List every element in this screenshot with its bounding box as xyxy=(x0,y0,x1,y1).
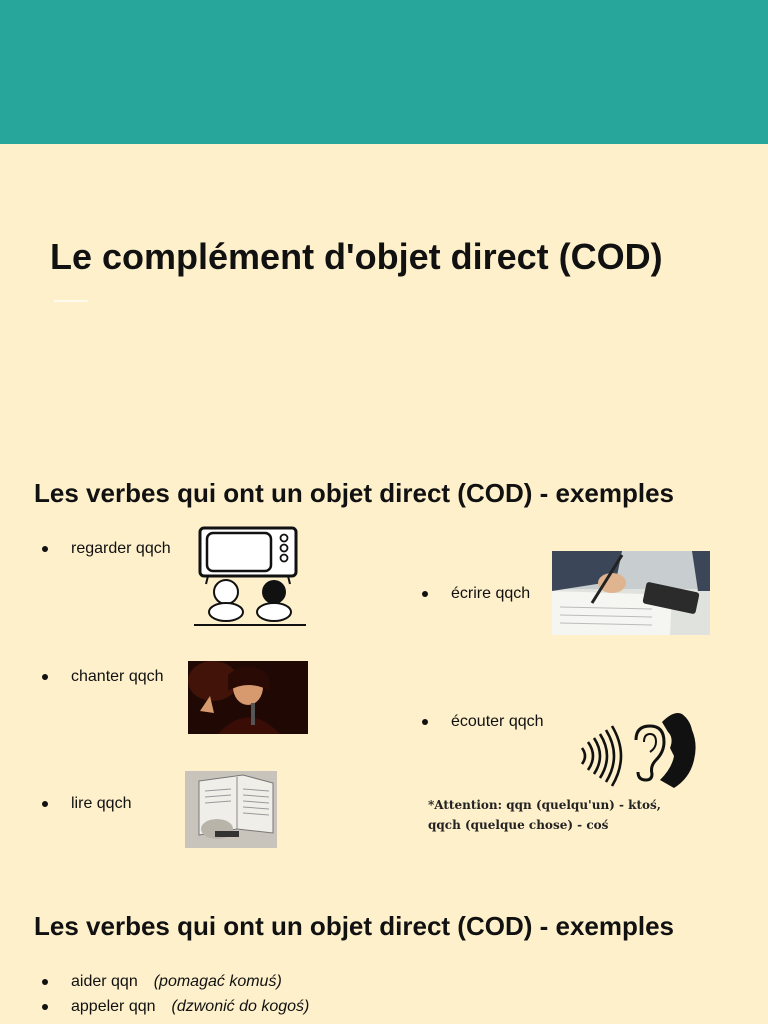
verb-chanter: chanter qqch xyxy=(71,668,164,685)
translation-appeler: (dzwonić do kogoś) xyxy=(171,998,310,1015)
verb-aider: aider qqn xyxy=(71,973,138,990)
verb-ecouter: écouter qqch xyxy=(451,713,544,730)
reading-photo xyxy=(185,771,277,848)
writing-photo xyxy=(552,551,710,635)
bullet-lire xyxy=(42,795,131,813)
translation-aider: (pomagać komuś) xyxy=(153,973,282,990)
singer-photo xyxy=(188,661,308,734)
verb-appeler: appeler qqn xyxy=(71,998,156,1015)
verb-regarder: regarder qqch xyxy=(71,540,171,557)
slide-title: Le complément d'objet direct (COD) xyxy=(50,236,663,277)
bullet-ecrire xyxy=(422,585,530,603)
attention-note-line2: qqch (quelque chose) - coś xyxy=(428,818,609,832)
bullet-ecouter xyxy=(422,713,544,731)
bullet-dot xyxy=(42,1004,48,1010)
section-heading-1: Les verbes qui ont un objet direct (COD) - exemples xyxy=(34,478,675,508)
tv-watching-illustration xyxy=(192,526,308,630)
bullet-dot xyxy=(42,674,48,680)
bullet-regarder xyxy=(42,540,171,558)
bullet-chanter xyxy=(42,668,164,686)
verb-ecrire: écrire qqch xyxy=(451,585,531,602)
title-underline xyxy=(54,300,88,302)
bullet-dot xyxy=(422,719,428,725)
bullet-appeler xyxy=(42,998,309,1016)
ear-listening-icon xyxy=(578,708,702,790)
verb-lire: lire qqch xyxy=(71,795,132,812)
header-bar xyxy=(0,0,768,144)
bullet-dot xyxy=(42,546,48,552)
bullet-dot xyxy=(42,979,48,985)
bullet-dot xyxy=(42,801,48,807)
attention-note xyxy=(428,795,728,835)
bullet-dot xyxy=(422,591,428,597)
bullet-aider xyxy=(42,973,282,991)
section-heading-2: Les verbes qui ont un objet direct (COD) - exemples xyxy=(34,911,675,941)
attention-note-line1: *Attention: qqn (quelqu'un) - ktoś, xyxy=(428,798,661,812)
